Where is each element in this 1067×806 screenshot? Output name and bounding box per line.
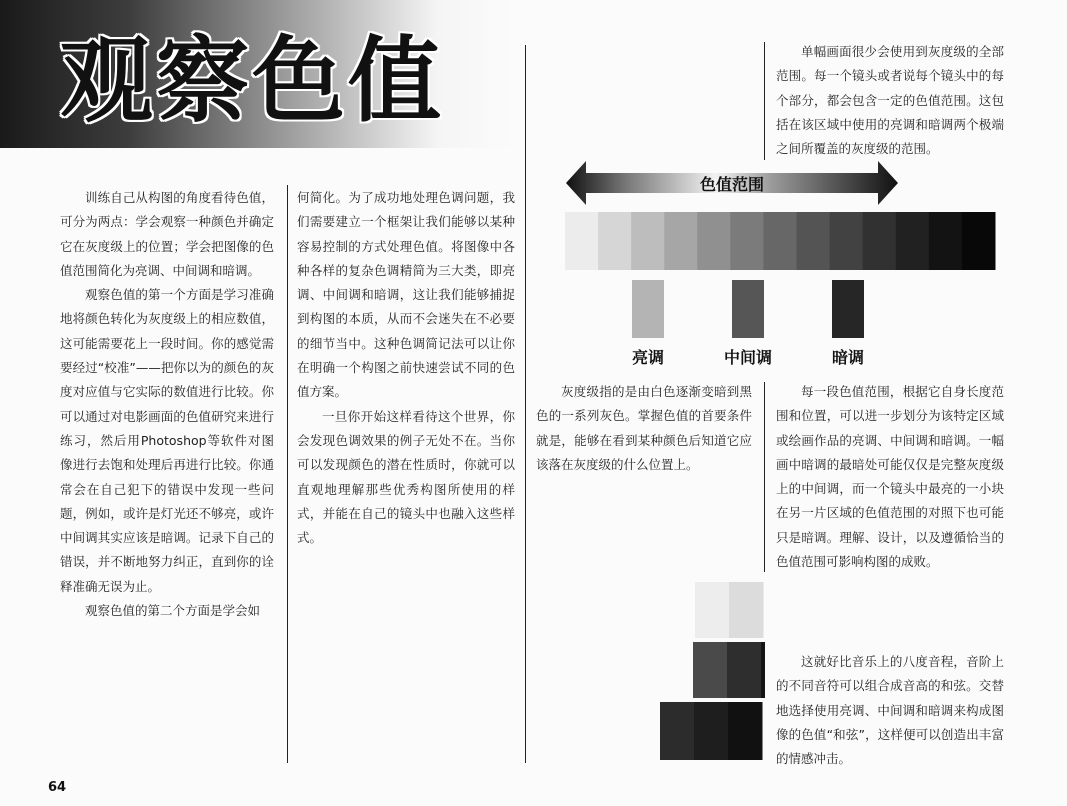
column-divider (287, 185, 288, 763)
paragraph: 灰度级指的是由白色逐渐变暗到黑色的一系列灰色。掌握色值的首要条件就是，能够在看到某种颜色后知道它应该落在灰度级的什么位置上。 (536, 384, 752, 472)
grayscale-step (863, 212, 897, 270)
arrow-label: 色值范围 (699, 175, 765, 194)
page-number: 64 (48, 780, 67, 795)
paragraph: 观察色值的第一个方面是学习准确地将颜色转化为灰度级上的相应数值，这可能需要花上一段时间。你的感觉需要经过“校准”——把你以为的颜色的灰度对应值与它实际的数值进行比较。你可以通过对电影画面的色值研究来进行练习，然后用Photoshop等软件对图像进行去饱和处理后再进行比较。你通常会在自己犯下的错误中发现一些问题，例如，或许是灯光还不够亮，或许中间调其实应该是暗调。记录下自己的错误，并不断地努力纠正，直到你的诠释准确无误为止。 (60, 287, 274, 594)
page-title: 观察色值 (60, 27, 444, 135)
caption-rule (764, 42, 765, 160)
text-column-2 (297, 186, 515, 550)
column-divider (525, 45, 526, 763)
paragraph: 这就好比音乐上的八度音程，音阶上的不同音符可以组合成音高的和弦。交替地选择使用亮调、中间调和暗调来构成图像的色值“和弦”，这样便可以创造出丰富的情感冲击。 (776, 654, 1004, 767)
grayscale-step (962, 212, 996, 270)
text-column-1 (60, 186, 274, 623)
grayscale-bar (565, 212, 996, 270)
grayscale-step (763, 212, 797, 270)
caption-bottom-right (776, 650, 1004, 771)
tone-swatches (632, 280, 864, 367)
tone-label: 中间调 (723, 348, 773, 367)
grayscale-step (664, 212, 698, 270)
chord-block (761, 642, 765, 698)
tone-swatch (832, 280, 864, 338)
grayscale-step (598, 212, 632, 270)
grayscale-step (896, 212, 930, 270)
caption-mid-left (536, 380, 752, 477)
caption-mid-right (776, 380, 1004, 574)
grayscale-step (797, 212, 831, 270)
tone-swatch (732, 280, 764, 338)
chord-block (729, 582, 764, 638)
chord-block (694, 702, 729, 760)
grayscale-step (565, 212, 599, 270)
paragraph: 训练自己从构图的角度看待色值，可分为两点：学会观察一种颜色并确定它在灰度级上的位置；学会把图像的色值范围简化为亮调、中间调和暗调。 (60, 190, 274, 278)
value-range-diagram (560, 155, 1005, 370)
grayscale-step (830, 212, 864, 270)
chord-block (695, 582, 730, 638)
caption-rule (764, 382, 765, 572)
grayscale-step (929, 212, 963, 270)
tone-label: 暗调 (831, 348, 865, 367)
tone-label: 亮调 (631, 348, 665, 367)
paragraph: 单幅画面很少会使用到灰度级的全部范围。每一个镜头或者说每个镜头中的每个部分，都会包含一定的色值范围。这包括在该区域中使用的亮调和暗调两个极端之间所覆盖的灰度级的范围。 (776, 44, 1004, 157)
grayscale-step (631, 212, 665, 270)
paragraph: 观察色值的第二个方面是学会如 (85, 603, 261, 619)
chord-block (727, 642, 762, 698)
grayscale-step (697, 212, 731, 270)
caption-top-right (776, 40, 1004, 161)
chord-block (728, 702, 763, 760)
tone-chord-blocks (655, 580, 765, 765)
tone-swatch (632, 280, 664, 338)
paragraph: 每一段色值范围，根据它自身长度范围和位置，可以进一步划分为该特定区域或绘画作品的亮调、中间调和暗调。一幅画中暗调的最暗处可能仅仅是完整灰度级上的中间调，而一个镜头中最亮的一小块在另一片区域的色值范围的对照下也可能只是暗调。理解、设计，以及遵循恰当的色值范围可影响构图的成败。 (776, 384, 1004, 570)
grayscale-step (730, 212, 764, 270)
paragraph: 一旦你开始这样看待这个世界，你会发现色调效果的例子无处不在。当你可以发现颜色的潜在性质时，你就可以直观地理解那些优秀构图所使用的样式，并能在自己的镜头中也融入这些样式。 (297, 408, 515, 546)
paragraph: 何简化。为了成功地处理色调问题，我们需要建立一个框架让我们能够以某种容易控制的方式处理色值。将图像中各种各样的复杂色调精简为三大类，即亮调、中间调和暗调，这让我们能够捕捉到构图的本质，从而不会迷失在不必要的细节当中。这种色调简记法可以让你在明确一个构图之前快速尝试不同的色值方案。 (297, 190, 515, 400)
chord-block (693, 642, 728, 698)
chord-block (660, 702, 695, 760)
